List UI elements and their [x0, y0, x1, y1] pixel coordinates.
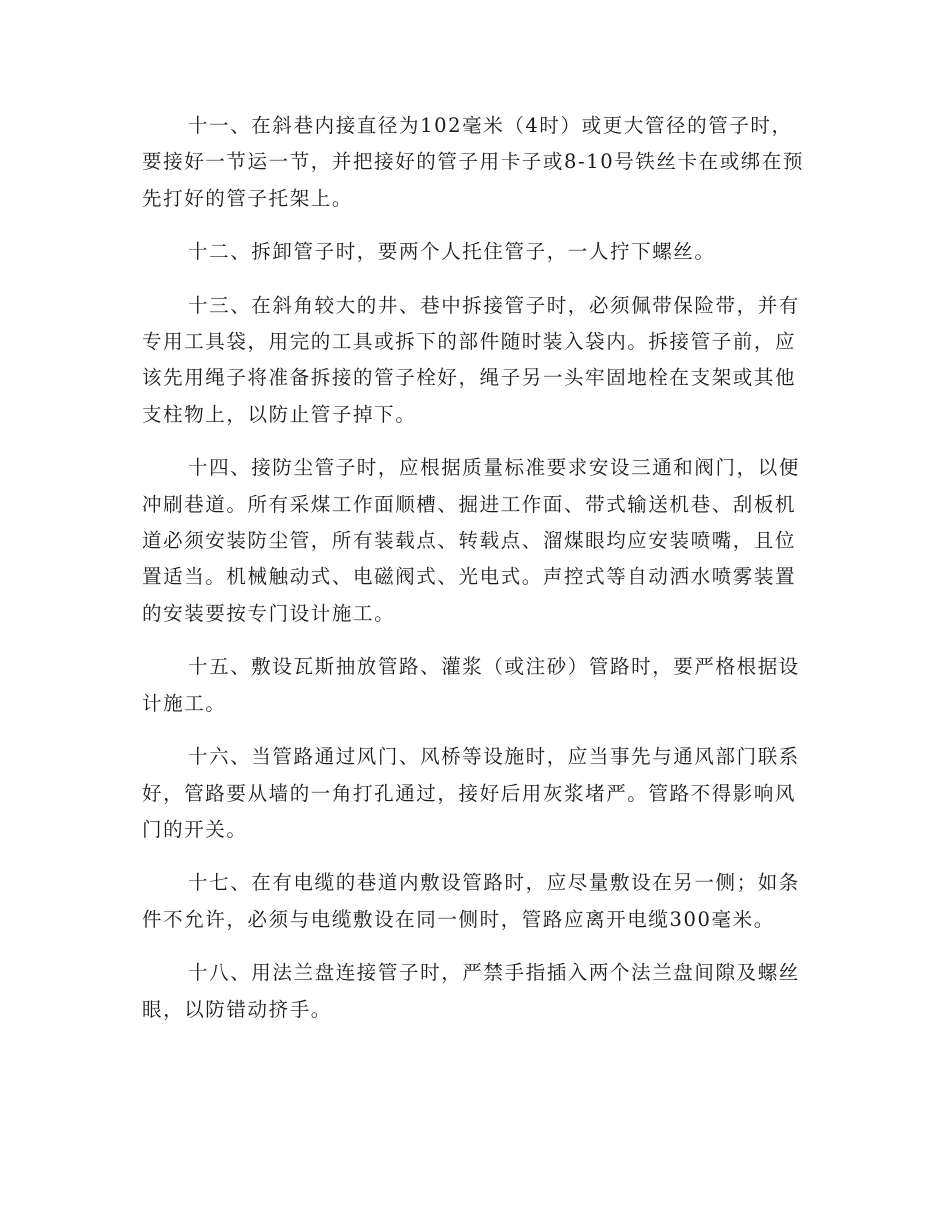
paragraph-12: 十二、拆卸管子时，要两个人托住管子，一人拧下螺丝。	[188, 240, 716, 264]
paragraph-11: 十一、在斜巷内接直径为102毫米（4时）或更大管径的管子时，要接好一节运一节，并把接好的管子用卡子或8-10号铁丝卡在或绑在预先打好的管子托架上。	[142, 114, 805, 210]
document-body	[142, 108, 807, 1045]
paragraph-15: 十五、敷设瓦斯抽放管路、灌浆（或注砂）管路时，要严格根据设计施工。	[142, 655, 800, 715]
paragraph-14: 十四、接防尘管子时，应根据质量标准要求安设三通和阀门，以便冲刷巷道。所有采煤工作面顺槽、掘进工作面、带式输送机巷、刮板机道必须安装防尘管，所有装载点、转载点、溜煤眼均应安装喷嘴，且位置适当。机械触动式、电磁阀式、光电式。声控式等自动洒水喷雾装置的安装要按专门设计施工。	[142, 456, 800, 625]
paragraph-16: 十六、当管路通过风门、风桥等设施时，应当事先与通风部门联系好，管路要从墙的一角打孔通过，接好后用灰浆堵严。管路不得影响风门的开关。	[142, 745, 800, 841]
paragraph-13: 十三、在斜角较大的井、巷中拆接管子时，必须佩带保险带，并有专用工具袋，用完的工具或拆下的部件随时装入袋内。拆接管子前，应该先用绳子将准备拆接的管子栓好，绳子另一头牢固地栓在支架或其他支柱物上，以防止管子掉下。	[142, 293, 800, 426]
paragraph-18: 十八、用法兰盘连接管子时，严禁手指插入两个法兰盘间隙及螺丝眼，以防错动挤手。	[142, 961, 800, 1021]
paragraph-17: 十七、在有电缆的巷道内敷设管路时，应尽量敷设在另一侧；如条件不允许，必须与电缆敷设在同一侧时，管路应离开电缆300毫米。	[142, 871, 800, 931]
